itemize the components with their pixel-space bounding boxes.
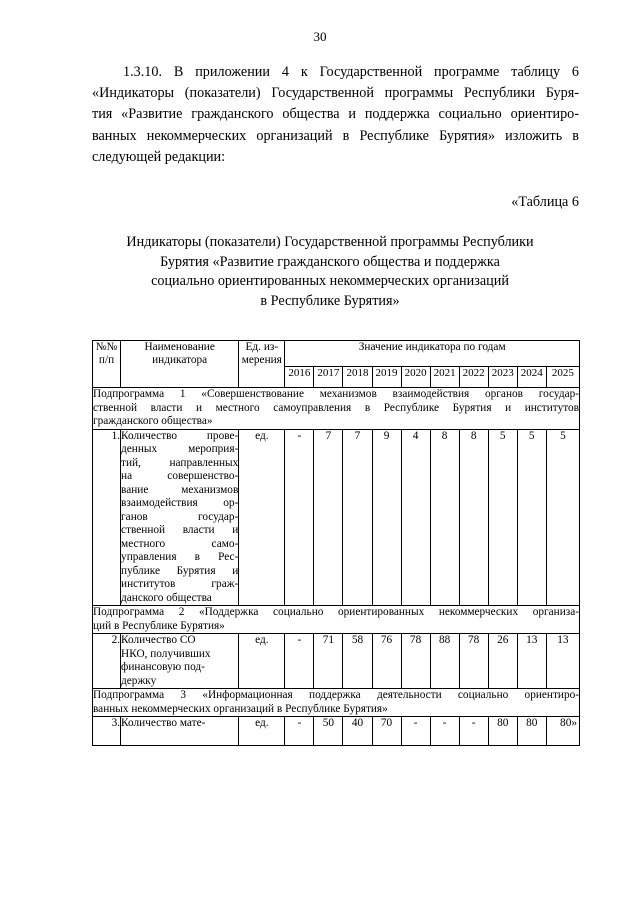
- value-cell: -: [285, 429, 314, 606]
- value-cell: 8: [430, 429, 459, 606]
- page-number: 30: [313, 29, 327, 44]
- table-title-line: в Республике Бурятия»: [260, 292, 400, 309]
- value-cell: -: [285, 717, 314, 746]
- value-cell: 26: [488, 634, 517, 689]
- intro-line: ванных некоммерческих организаций в Республике Бурятия» изложить в: [92, 127, 579, 144]
- value-cell: 9: [372, 429, 401, 606]
- indicators-table: [92, 340, 580, 746]
- indicator-name-line: денных мероприя-: [121, 443, 239, 455]
- table-header-row: [93, 341, 580, 367]
- intro-line: тия «Развитие гражданского общества и поддержка социально ориентиро-: [92, 106, 579, 123]
- unit-cell: ед.: [239, 717, 285, 746]
- table-row: [93, 634, 580, 689]
- header-name-line: Наименование: [144, 341, 215, 353]
- subprogram-title: [93, 689, 580, 717]
- value-cell: 80: [517, 717, 546, 746]
- indicator-name-line: управления в Рес-: [121, 551, 239, 563]
- subprogram-title-line: ванных некоммерческих организаций в Республике Бурятия»: [93, 702, 388, 715]
- value-cell: 80: [488, 717, 517, 746]
- value-cell: 40: [343, 717, 372, 746]
- header-name-line: индикатора: [152, 354, 208, 366]
- header-year: 2017: [314, 367, 343, 388]
- subprogram-row: [93, 606, 580, 634]
- header-year: 2020: [401, 367, 430, 388]
- value-cell: 58: [343, 634, 372, 689]
- subprogram-title-line: Подпрограмма 3 «Информационная поддержка деятельности социально ориентиро-: [93, 689, 579, 701]
- indicator-name: [121, 429, 239, 606]
- unit-cell: ед.: [239, 429, 285, 606]
- indicator-name-line: Количество СО: [121, 634, 196, 646]
- table-title-line: Бурятия «Развитие гражданского общества и поддержка: [160, 253, 500, 270]
- row-number: 1.: [93, 429, 121, 606]
- intro-line: 1.3.10. В приложении 4 к Государственной программе таблицу 6: [123, 64, 579, 80]
- value-cell: 50: [314, 717, 343, 746]
- value-cell: -: [401, 717, 430, 746]
- indicator-name-line: данского общества: [121, 591, 212, 604]
- value-cell: 4: [401, 429, 430, 606]
- row-number: 3.: [93, 717, 121, 746]
- indicator-name: [121, 634, 239, 689]
- value-cell: 8: [459, 429, 488, 606]
- header-year: 2022: [459, 367, 488, 388]
- value-cell: -: [459, 717, 488, 746]
- indicator-name-line: ственной власти и: [121, 524, 239, 536]
- header-unit-line: Ед. из-: [245, 341, 279, 353]
- indicator-name-line: взаимодействия ор-: [121, 497, 239, 509]
- indicator-name-line: публике Бурятия и: [121, 564, 239, 577]
- indicator-name-line: НКО, получивших: [121, 647, 211, 660]
- table-row: [93, 429, 580, 606]
- unit-cell: ед.: [239, 634, 285, 689]
- indicator-name-line: местного само-: [121, 537, 239, 550]
- value-cell: 70: [372, 717, 401, 746]
- table-title-line: социально ориентированных некоммерческих организаций: [151, 273, 509, 289]
- value-cell: 5: [488, 429, 517, 606]
- value-cell: 13: [517, 634, 546, 689]
- value-cell: 78: [459, 634, 488, 689]
- header-year: 2016: [285, 367, 314, 388]
- value-cell: 5: [517, 429, 546, 606]
- header-unit-line: мерения: [241, 354, 282, 366]
- indicator-name-line: Количество мате-: [121, 717, 206, 729]
- table-title-line: Индикаторы (показатели) Государственной программы Республики: [126, 234, 534, 250]
- subprogram-title: [93, 388, 580, 430]
- intro-line: следующей редакции:: [92, 148, 226, 165]
- indicator-name-line: финансовую под-: [121, 661, 205, 673]
- header-year: 2024: [517, 367, 546, 388]
- indicator-name-line: на совершенство-: [121, 470, 239, 482]
- indicator-name-line: институтов граж-: [121, 578, 239, 590]
- subprogram-title-line: гражданского общества»: [93, 415, 213, 427]
- subprogram-row: [93, 689, 580, 717]
- value-cell: 7: [314, 429, 343, 606]
- value-cell: 5: [546, 429, 579, 606]
- subprogram-title-line: ций в Республике Бурятия»: [93, 619, 225, 632]
- value-cell: -: [285, 634, 314, 689]
- header-num-line: №№: [95, 341, 118, 353]
- value-cell: 78: [401, 634, 430, 689]
- header-year: 2025: [546, 367, 579, 388]
- value-cell: 13: [546, 634, 579, 689]
- value-cell: 7: [343, 429, 372, 606]
- header-year: 2019: [372, 367, 401, 388]
- header-unit: [239, 341, 285, 388]
- header-year: 2018: [343, 367, 372, 388]
- row-number: 2.: [93, 634, 121, 689]
- value-cell: 71: [314, 634, 343, 689]
- table-row: [93, 717, 580, 746]
- header-num-line: п/п: [98, 354, 115, 366]
- subprogram-title-line: Подпрограмма 2 «Поддержка социально ориентированных некоммерческих организа-: [93, 606, 579, 618]
- indicator-name-line: Количество прове-: [121, 429, 239, 442]
- value-cell: 88: [430, 634, 459, 689]
- header-values-title: Значение индикатора по годам: [285, 341, 580, 367]
- header-year: 2023: [488, 367, 517, 388]
- subprogram-title: [93, 606, 580, 634]
- value-cell: 80»: [546, 717, 579, 746]
- indicator-name: [121, 717, 239, 746]
- header-year: 2021: [430, 367, 459, 388]
- indicator-name-line: ганов государ-: [121, 510, 239, 523]
- header-name: [121, 341, 239, 388]
- indicator-name-line: держку: [121, 674, 157, 687]
- subprogram-row: [93, 388, 580, 430]
- table-caption: «Таблица 6: [511, 194, 579, 210]
- table-title: [80, 233, 580, 311]
- value-cell: -: [430, 717, 459, 746]
- subprogram-title-line: ственной власти и местного самоуправления в Республике Бурятия и институтов: [93, 401, 579, 414]
- indicator-name-line: тий, направленных: [121, 456, 239, 469]
- subprogram-title-line: Подпрограмма 1 «Совершенствование механизмов взаимодействия органов государ-: [93, 388, 579, 400]
- value-cell: 76: [372, 634, 401, 689]
- intro-line: «Индикаторы (показатели) Государственной программы Республики Буря-: [92, 85, 579, 102]
- header-num: [93, 341, 121, 388]
- intro-paragraph: [92, 62, 579, 168]
- indicator-name-line: вание механизмов: [121, 483, 239, 496]
